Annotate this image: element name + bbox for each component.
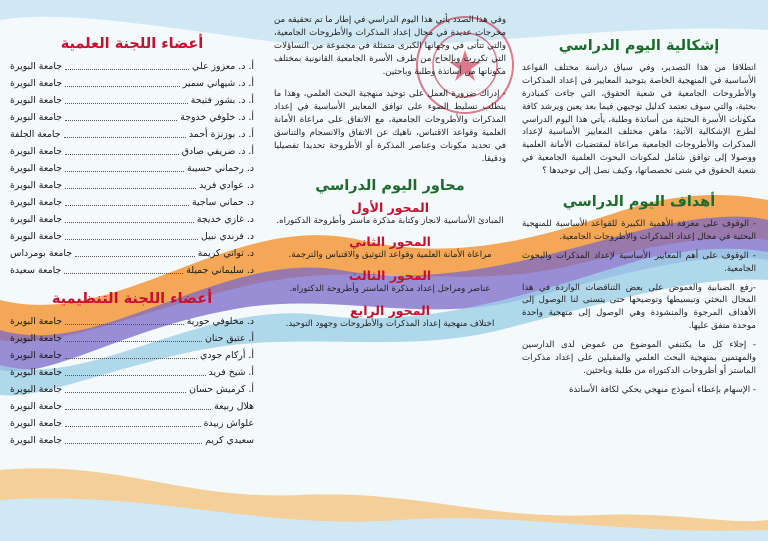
scientific-committee-title: أعضاء اللجنة العلمية <box>60 36 204 52</box>
list-item <box>10 109 254 126</box>
member-university: جامعة البويرة <box>10 384 63 395</box>
goal-item: - الوقوف على معرفة الأهمية الكبيرة للقواعد الأساسية للمنهجية البحثية في مجال إعداد المذكرات والأطروحات الجامعية. <box>522 219 756 242</box>
dotted-leader <box>65 177 196 189</box>
goal-item: - الوقوف على أهم المعايير الأساسية لإعداد المذكرات والبحوث الجامعية. <box>522 250 756 274</box>
member-name: أ. د. بوزنزة أحمد <box>188 129 254 140</box>
member-university: جامعة البويرة <box>10 95 63 106</box>
axis-text: اختلاف منهجية إعداد المذكرات والأطروحات وجهود التوحيد. <box>285 318 495 329</box>
member-university: جامعة البويرة <box>10 231 63 242</box>
dotted-leader <box>65 313 184 325</box>
list-item <box>10 262 254 279</box>
dotted-leader <box>65 92 188 104</box>
member-university: جامعة البويرة <box>10 435 63 446</box>
member-name: هلال ربيعة <box>214 401 254 412</box>
list-item <box>10 347 254 364</box>
axis-title: المحور الأول <box>351 199 429 215</box>
dotted-leader <box>75 245 195 257</box>
list-item <box>10 330 254 347</box>
member-name: أ. عتيق حنان <box>205 333 254 344</box>
member-name: د. عوادي فريد <box>199 180 254 191</box>
goal-item: -رفع الضبابية والغموض على بعض التناقضات الواردة في هذا المجال البحثي وتبسيطها وتوضيحها حتى يتسنى لنا الوصول إلى الأهداف المرجوة والمنشودة وهي الوصول إلى منهجية واحدة موحدة متفق عليها. <box>522 282 756 332</box>
member-name: سعيدي كريم <box>205 435 254 446</box>
left-column <box>0 0 264 541</box>
dotted-leader <box>65 160 184 172</box>
axes-title: محاور اليوم الدراسي <box>315 177 465 194</box>
intro-text-2: - إدراك ضرورة العمل على توحيد منهجية البحث العلمي، وهذا ما يتطلب تسليط الضوء على توافق المعايير الأساسية في إعداد المذكرات والأطروحات الجامعية، مع الاتفاق على مراعاة الأمانة العلمية وقواعد الاقتباس، ناهيك عن الاتفاق والانسجام والتناسق في تحديد مكونات وعناصر المذكرة أو الأطروحة تحديدا تفصيليا ودقيقا. <box>274 89 506 164</box>
middle-column <box>264 0 514 541</box>
member-name: أ. د. خلوفي خدوجة <box>180 112 254 123</box>
member-university: جامعة البويرة <box>10 418 63 429</box>
member-name: د. غازي خديجة <box>196 214 254 225</box>
dotted-leader <box>65 364 206 376</box>
member-university: جامعة البويرة <box>10 197 63 208</box>
member-name: أ. د. ضريفي صادق <box>181 146 254 157</box>
member-university: جامعة البويرة <box>10 316 63 327</box>
member-name: د. سليماني جميلة <box>186 265 254 276</box>
axes-list <box>274 200 506 331</box>
axis-title: المحور الثالث <box>348 268 432 284</box>
member-university: جامعة الجلفة <box>10 129 61 140</box>
list-item <box>10 177 254 194</box>
dotted-leader <box>64 126 186 138</box>
list-item <box>10 58 254 75</box>
dotted-leader <box>65 75 180 87</box>
member-name: أ. كرميش حسان <box>189 384 254 395</box>
list-item <box>10 126 254 143</box>
member-name: د. رحماني حسيبة <box>187 163 254 174</box>
member-name: أ. د. شيهاني سمير <box>182 78 254 89</box>
member-university: جامعة البويرة <box>10 333 63 344</box>
list-item <box>10 364 254 381</box>
organizing-committee-list <box>10 313 254 449</box>
dotted-leader <box>65 398 211 410</box>
list-item <box>10 194 254 211</box>
list-item <box>10 398 254 415</box>
intro-text: وفي هذا الصدد يأتي هذا اليوم الدراسي في إطار ما تم تحقيقه من مخرجات عديدة في مجال إعداد المذكرات والأطروحات الجامعية، والتي تتأتى في وجهاتها الكبرى متمثلة في مجموعة من التساؤلات التي تكررت وبإلحاح من طرف الأسرة الجامعية القانونية بمختلف مكوناتها من أساتذة وطلبة وباحثين. <box>274 15 506 77</box>
list-item <box>10 211 254 228</box>
dotted-leader <box>65 432 202 444</box>
list-item <box>10 143 254 160</box>
member-university: جامعة البويرة <box>10 112 63 123</box>
axis-text: عناصر ومراحل إعداد مذكرة الماستر وأطروحة الدكتوراه. <box>289 284 491 295</box>
list-item <box>10 75 254 92</box>
list-item <box>10 245 254 262</box>
member-university: جامعة البويرة <box>10 146 63 157</box>
member-university: جامعة البويرة <box>10 214 63 225</box>
dotted-leader <box>65 228 198 240</box>
dotted-leader <box>65 381 186 393</box>
right-column <box>514 0 768 541</box>
axis-title: المحور الرابع <box>349 302 431 318</box>
member-name: د. حماني ساجية <box>192 197 254 208</box>
member-university: جامعة بومرداس <box>10 248 73 259</box>
list-item <box>10 381 254 398</box>
dotted-leader <box>65 58 189 70</box>
dotted-leader <box>65 109 177 121</box>
list-item <box>10 228 254 245</box>
member-name: د. مخلوفي حورية <box>186 316 254 327</box>
problem-text: انطلاقا من هذا التصدير، وفي سياق دراسة مختلف القواعد الأساسية في المنهجية الخاصة بتوحيد المعايير في إعداد المذكرات والأطروحات الجامعية في شعبة الحقوق، التي جاءت كمبادرة بحثية، والتي سوف تعتمد كدليل توجيهي فيما بعد يعين ويرشد كافة مكونات الأسرة البحثية من أساتذة وطلبة، يأتي هذا اليوم الدراسي لطرح الإشكالية الآتية: ماهي مختلف المعايير الأساسية لإعداد المذكرات والأطروحات الجامعية مراعاة لمقتضيات الأمانة العلمية ووصولا إلى توافق شامل لمكونات البحوث العلمية الجامعية في شعبة الحقوق في شتى تخصصاتها، وكيف نصل إلى توحيدها ؟ <box>522 63 756 177</box>
member-name: أ. د. معزوز علي <box>192 61 254 72</box>
goal-item: - إجلاء كل ما يكتنفي الموضوع من غموض لدى الدارسين والمهتمين بمنهجية البحث العلمي والمقبلين على إعداد مذكرات الماستر أو أطروحات الدكتوراه من طلبة وباحثين. <box>522 340 756 376</box>
list-item <box>10 432 254 449</box>
dotted-leader <box>65 330 202 342</box>
list-item <box>10 313 254 330</box>
member-university: جامعة البويرة <box>10 350 63 361</box>
scientific-committee-list <box>10 58 254 279</box>
member-university: جامعة سعيدة <box>10 265 62 276</box>
dotted-leader <box>65 143 179 155</box>
member-university: جامعة البويرة <box>10 401 63 412</box>
axis-text: المبادئ الأساسية لانجاز وكتابة مذكرة ماستر وأطروحة الدكتوراه. <box>276 215 504 226</box>
dotted-leader <box>65 211 194 223</box>
dotted-leader <box>64 262 183 274</box>
member-university: جامعة البويرة <box>10 367 63 378</box>
member-name: علواش زبيدة <box>203 418 254 429</box>
goals-title: أهداف اليوم الدراسي <box>562 194 716 211</box>
list-item <box>10 415 254 432</box>
dotted-leader <box>65 194 189 206</box>
member-university: جامعة البويرة <box>10 61 63 72</box>
member-university: جامعة البويرة <box>10 163 63 174</box>
member-name: أ. شيخ فريد <box>208 367 254 378</box>
member-name: د. تواتي كريمة <box>197 248 254 259</box>
problem-title: إشكالية اليوم الدراسي <box>558 38 720 54</box>
member-name: أ. د. بشور فتيحة <box>190 95 254 106</box>
goal-item: - الإسهام بإعطاء أنموذج منهجي يحكي لكافة الأساتذة <box>569 384 756 395</box>
axis-title: المحور الثاني <box>349 234 431 250</box>
member-university: جامعة البويرة <box>10 78 63 89</box>
axis-text: مراعاة الأمانة العلمية وقواعد التوثيق والاقتباس والترجمة. <box>288 250 492 261</box>
member-university: جامعة البويرة <box>10 180 63 191</box>
member-name: أ. أركام جودي <box>200 350 254 361</box>
member-name: د. فرندي نبيل <box>200 231 254 242</box>
dotted-leader <box>65 347 197 359</box>
organizing-committee-title: أعضاء اللجنة التنظيمية <box>51 291 213 307</box>
list-item <box>10 160 254 177</box>
dotted-leader <box>65 415 201 427</box>
list-item <box>10 92 254 109</box>
